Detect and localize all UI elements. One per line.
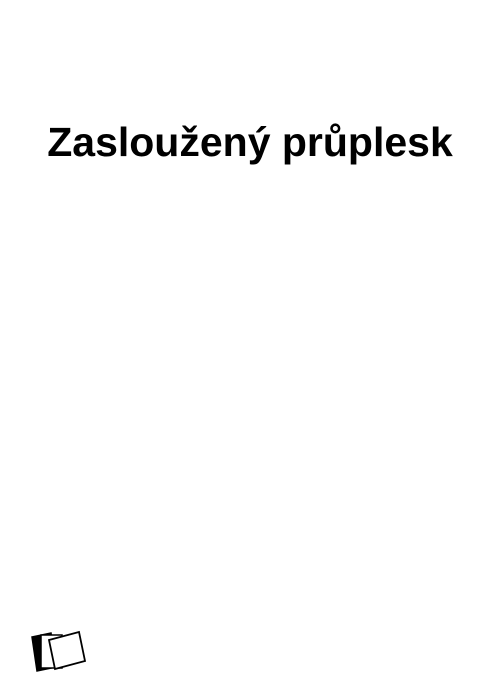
publisher-logo: [28, 628, 90, 676]
document-title: Zasloužený průplesk: [47, 119, 453, 165]
stacked-cards-icon: [28, 628, 90, 676]
